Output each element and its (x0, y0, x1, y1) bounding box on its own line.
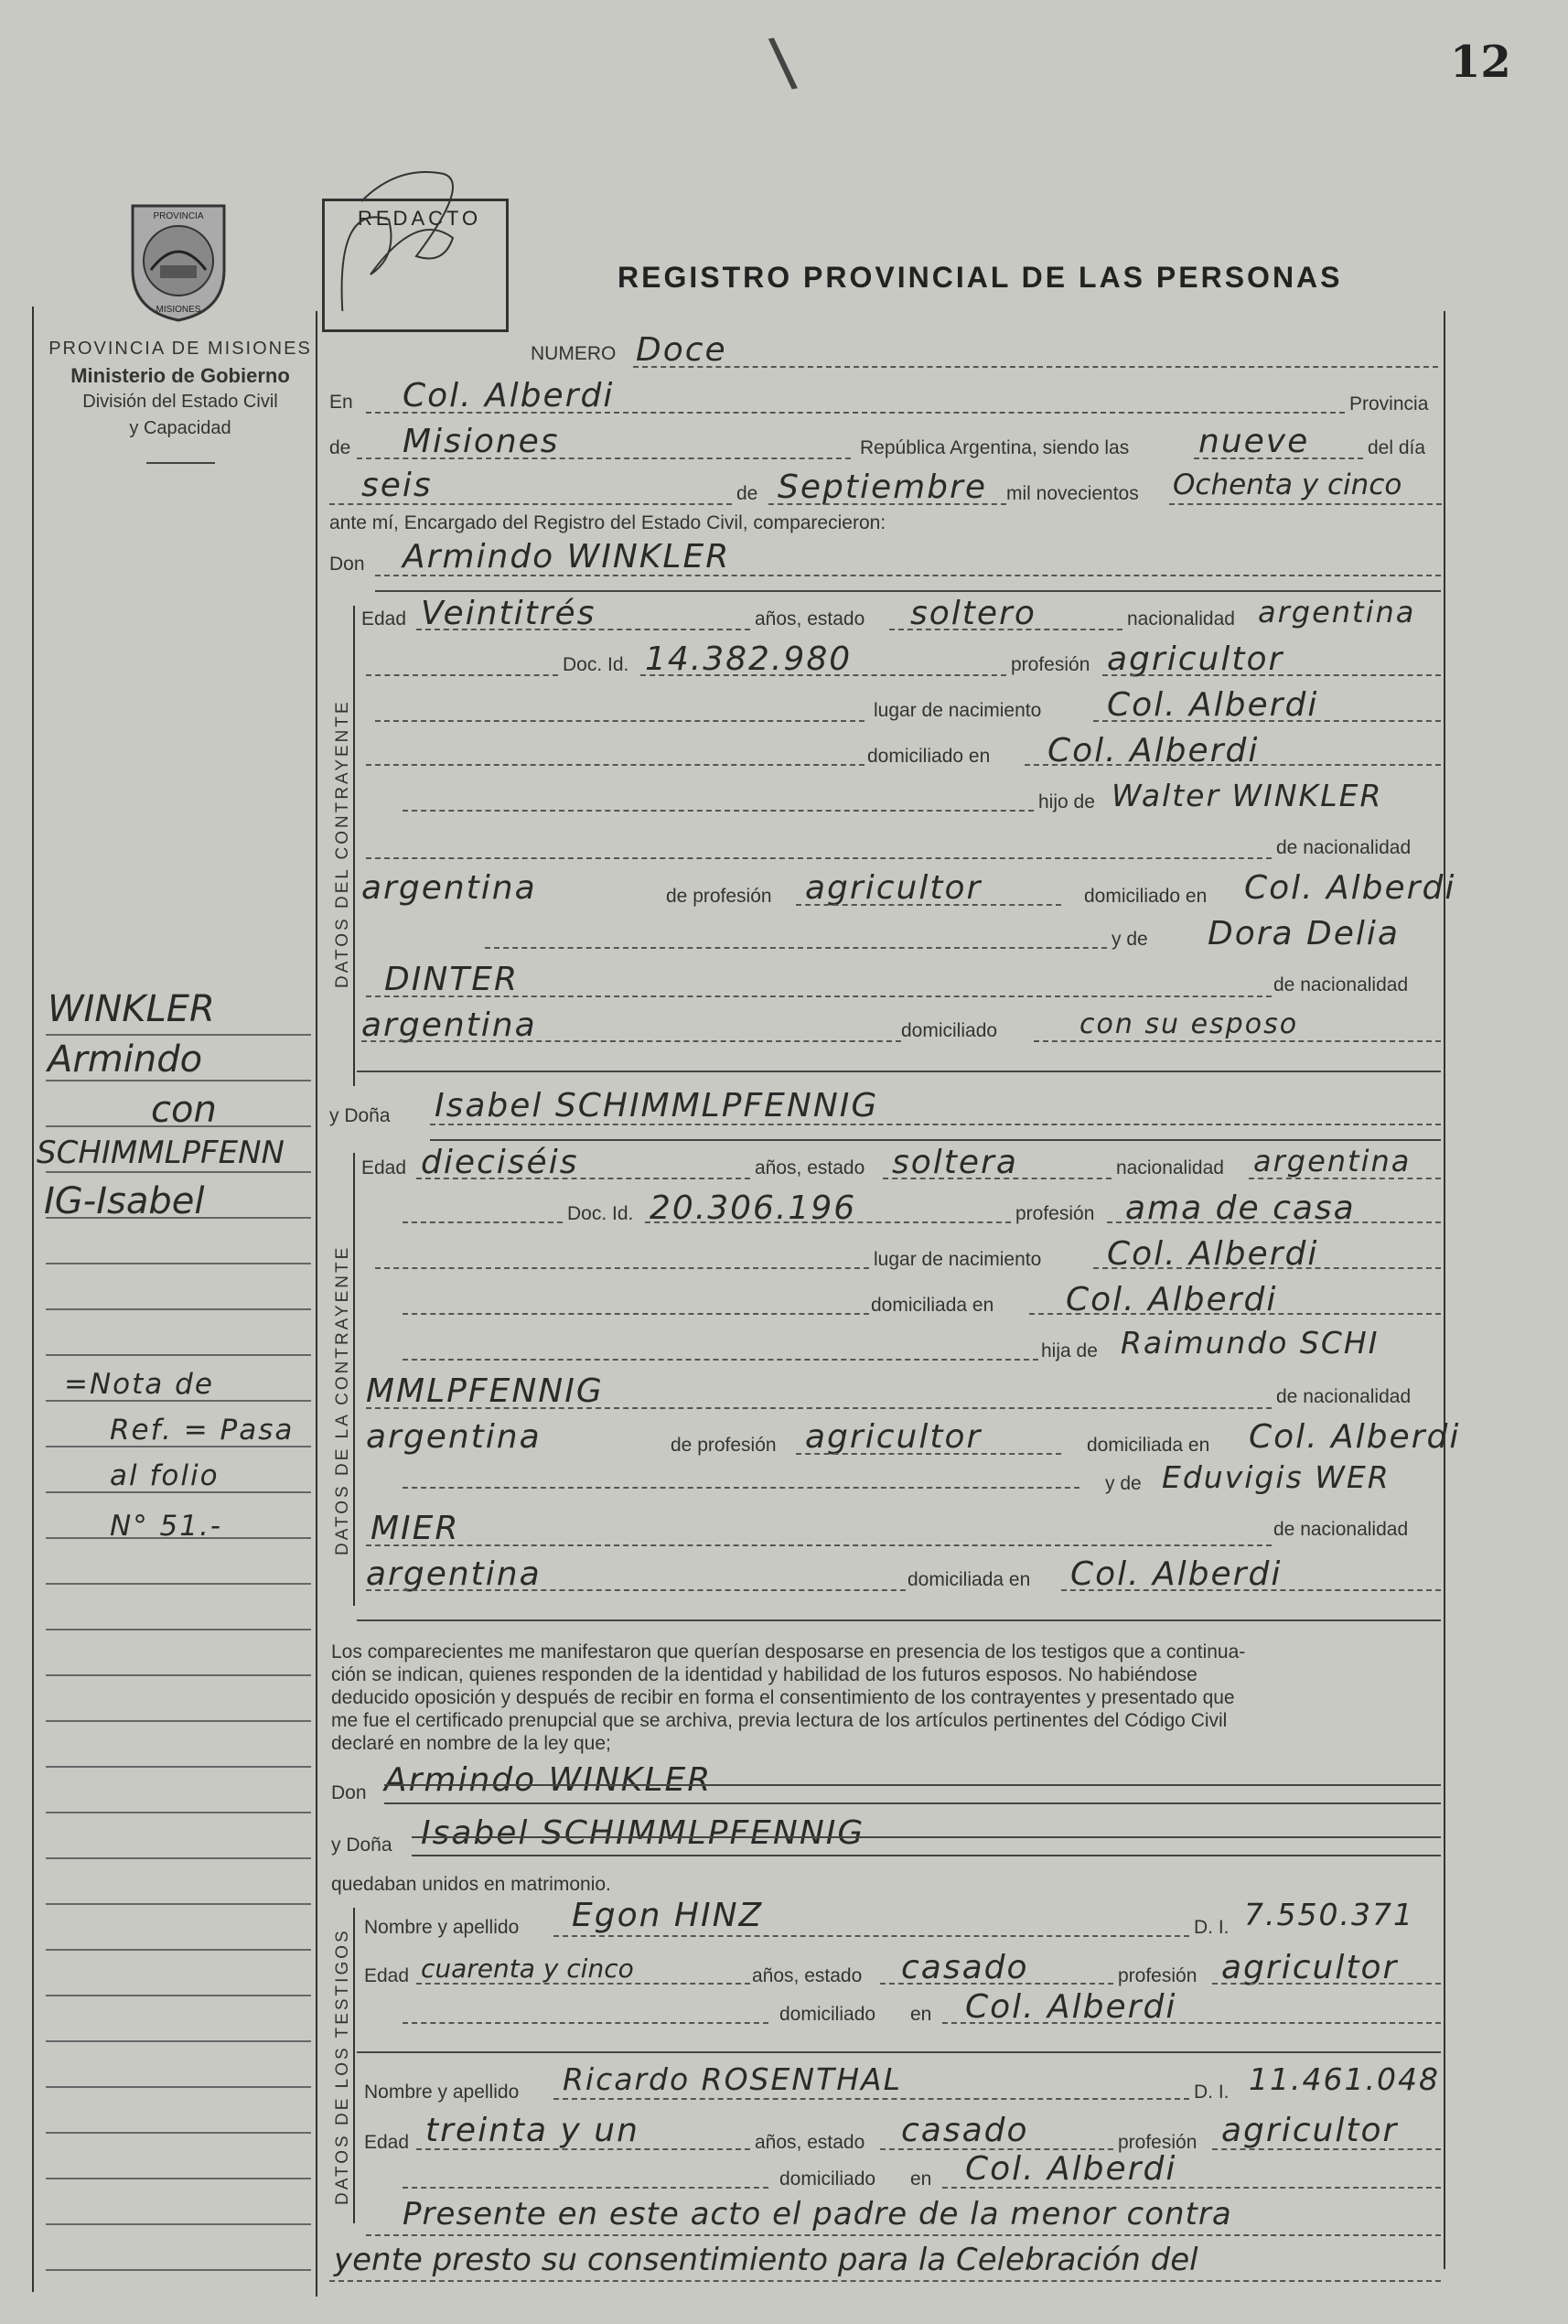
bride-y-de-label: y de (1105, 1473, 1142, 1494)
bride-de-prof-label: de profesión (671, 1435, 777, 1456)
de2-label: de (736, 483, 758, 504)
groom-madre-nac-value: argentina (361, 1006, 537, 1044)
mil-label: mil novecientos (1006, 483, 1139, 504)
tick-mark: \ (766, 22, 800, 107)
bride-nacionalidad-value: argentina (1253, 1144, 1412, 1178)
don-label: Don (329, 554, 365, 575)
decl-dona-label: y Doña (331, 1834, 392, 1856)
decl-don-label: Don (331, 1782, 367, 1803)
bride-domicilio-value: Col. Alberdi (1066, 1281, 1278, 1318)
groom-name: Armindo WINKLER (403, 538, 731, 576)
w1-di-label: D. I. (1194, 1917, 1230, 1938)
w2-di-label: D. I. (1194, 2082, 1230, 2103)
bride-padre-b-value: MMLPFENNIG (366, 1372, 604, 1410)
w1-prof-value: agricultor (1221, 1949, 1399, 1986)
capacity-name: y Capacidad (129, 418, 231, 438)
w2-en-label: en (910, 2168, 932, 2190)
page-number: 12 (1450, 37, 1511, 88)
numero-label: NUMERO (531, 343, 617, 364)
en-label: En (329, 392, 353, 413)
groom-domiciliado2-label: domiciliado (901, 1020, 998, 1041)
decl-don-value: Armindo WINKLER (384, 1761, 713, 1799)
w2-edad-value: treinta y un (425, 2112, 639, 2149)
groom-padre-prof-value: agricultor (805, 869, 983, 907)
margin-con: con (151, 1089, 217, 1131)
bride-madre-nac-value: argentina (366, 1555, 542, 1593)
document-title: REGISTRO PROVINCIAL DE LAS PERSONAS (618, 261, 1343, 294)
groom-domic-label: domiciliado en (1084, 886, 1208, 907)
w1-edad-value: cuarenta y cinco (421, 1953, 634, 1984)
bride-padre-prof-value: agricultor (805, 1418, 983, 1456)
groom-edad-label: Edad (361, 608, 407, 629)
groom-profesion-label: profesión (1011, 654, 1090, 675)
bride-domicilio-label: domiciliada en (871, 1295, 994, 1316)
bride-madre-a-value: Eduvigis WER (1162, 1459, 1391, 1495)
declaration-line-4: me fue el certificado prenupcial que se archiva, previa lectura de los artículos pertinentes del Código Civil (331, 1710, 1228, 1731)
groom-madre-dom-value: con su esposo (1079, 1008, 1299, 1040)
groom-doc-value: 14.382.980 (645, 640, 853, 678)
bride-profesion-value: ama de casa (1125, 1189, 1356, 1227)
margin-note-1: =Nota de (64, 1368, 214, 1401)
w2-name-value: Ricardo ROSENTHAL (563, 2061, 902, 2097)
groom-doc-label: Doc. Id. (563, 654, 629, 675)
groom-madre-a-value: Dora Delia (1208, 915, 1400, 952)
del-dia-label: del día (1368, 437, 1426, 458)
groom-lugar-value: Col. Alberdi (1107, 686, 1319, 724)
groom-de-nac-label: de nacionalidad (1276, 837, 1412, 858)
w1-edad-label: Edad (364, 1965, 410, 1986)
w2-prof-value: agricultor (1221, 2112, 1399, 2149)
declaration-line-1: Los comparecientes me manifestaron que querían desposarse en presencia de los testigos que a continua- (331, 1641, 1246, 1662)
margin-bride-name: IG-Isabel (44, 1180, 205, 1222)
groom-de-prof-label: de profesión (666, 886, 772, 907)
bride-nacionalidad-label: nacionalidad (1116, 1157, 1224, 1178)
w1-estado-label: años, estado (752, 1965, 863, 1986)
stamp-signature-icon (306, 146, 508, 311)
bride-madre-dom-value: Col. Alberdi (1070, 1555, 1283, 1593)
decl-dona-value: Isabel SCHIMMLPFENNIG (421, 1814, 865, 1852)
bride-de-nac2-label: de nacionalidad (1273, 1519, 1409, 1540)
bride-de-nac-label: de nacionalidad (1276, 1386, 1412, 1407)
groom-nacionalidad-value: argentina (1258, 595, 1416, 629)
groom-padre-dom-value: Col. Alberdi (1244, 869, 1456, 907)
de-label: de (329, 437, 351, 458)
groom-hijo-label: hijo de (1038, 791, 1095, 812)
groom-profesion-value: agricultor (1107, 640, 1284, 678)
bride-padre-dom-value: Col. Alberdi (1249, 1418, 1461, 1456)
seal-text-top: PROVINCIA (153, 211, 204, 221)
bride-madre-b-value: MIER (371, 1510, 460, 1547)
margin-note-4: N° 51.- (110, 1510, 223, 1543)
w2-di-value: 11.461.048 (1249, 2061, 1440, 2097)
bride-doc-value: 20.306.196 (650, 1189, 857, 1227)
bride-section-label: DATOS DE LA CONTRAYENTE (333, 1244, 352, 1555)
numero-value: Doce (636, 331, 727, 369)
w1-di-value: 7.550.371 (1244, 1897, 1414, 1932)
groom-edad-value: Veintitrés (421, 595, 596, 632)
margin-groom-surname: WINKLER (48, 988, 215, 1030)
seal-text-bottom: MISIONES (156, 305, 201, 315)
ministry-name: Ministerio de Gobierno (70, 364, 290, 387)
anio-value: Ochenta y cinco (1173, 468, 1402, 501)
groom-padre-value: Walter WINKLER (1112, 778, 1383, 813)
bride-estado-label: años, estado (755, 1157, 865, 1178)
groom-domicilio-label: domiciliado en (867, 746, 991, 767)
bride-hija-label: hija de (1041, 1340, 1098, 1361)
republica-label: República Argentina, siendo las (860, 437, 1130, 458)
w1-name-value: Egon HINZ (572, 1897, 764, 1934)
bottom-note-line-2: yente presto su consentimiento para la Celebración del (334, 2242, 1198, 2278)
groom-y-de-label: y de (1112, 929, 1148, 950)
margin-note-3: al folio (110, 1459, 220, 1492)
bride-edad-label: Edad (361, 1157, 407, 1178)
bride-name: Isabel SCHIMMLPFENNIG (435, 1087, 879, 1124)
bride-domiciliada2-label: domiciliada en (908, 1569, 1031, 1590)
province-seal-icon (124, 197, 233, 325)
groom-domicilio-value: Col. Alberdi (1047, 732, 1260, 769)
w2-estado-value: casado (901, 2112, 1029, 2149)
provincia-label: Provincia (1349, 393, 1429, 414)
division-name: División del Estado Civil (82, 392, 278, 412)
bride-profesion-label: profesión (1015, 1203, 1095, 1224)
w2-dom-value: Col. Alberdi (965, 2150, 1177, 2188)
bride-estado-value: soltera (892, 1144, 1018, 1181)
bride-padre-a-value: Raimundo SCHI (1121, 1325, 1380, 1361)
witnesses-section-label: DATOS DE LOS TESTIGOS (333, 1928, 352, 2205)
groom-padre-nac-value: argentina (361, 869, 537, 907)
groom-de-nac2-label: de nacionalidad (1273, 974, 1409, 995)
margin-bride-surname: SCHIMMLPFENN (37, 1135, 285, 1171)
w2-nombre-label: Nombre y apellido (364, 2082, 520, 2103)
dia-value: seis (361, 467, 433, 504)
province-name: PROVINCIA DE MISIONES (48, 339, 312, 359)
ante-label: ante mí, Encargado del Registro del Estado Civil, comparecieron: (329, 512, 886, 533)
bride-edad-value: dieciséis (421, 1144, 579, 1181)
dona-label: y Doña (329, 1105, 391, 1126)
groom-estado-value: soltero (910, 595, 1036, 632)
en-value: Col. Alberdi (403, 377, 615, 414)
mes-value: Septiembre (778, 468, 987, 506)
stamp-label: REDACTO (358, 207, 482, 230)
w1-estado-value: casado (901, 1949, 1029, 1986)
groom-madre-b-value: DINTER (384, 961, 520, 998)
bride-lugar-label: lugar de nacimiento (874, 1249, 1042, 1270)
hora-value: nueve (1198, 423, 1310, 460)
quedaban-label: quedaban unidos en matrimonio. (331, 1874, 611, 1895)
declaration-line-5: declaré en nombre de la ley que; (331, 1733, 611, 1754)
bride-padre-nac-value: argentina (366, 1418, 542, 1456)
w1-nombre-label: Nombre y apellido (364, 1917, 520, 1938)
w2-domic-label: domiciliado (779, 2168, 876, 2190)
w1-profesion-label: profesión (1118, 1965, 1197, 1986)
w2-profesion-label: profesión (1118, 2132, 1197, 2153)
w1-dom-value: Col. Alberdi (965, 1988, 1177, 2026)
w2-edad-label: Edad (364, 2132, 410, 2153)
groom-nacionalidad-label: nacionalidad (1127, 608, 1235, 629)
groom-section-label: DATOS DEL CONTRAYENTE (333, 699, 352, 988)
declaration-line-2: ción se indican, quienes responden de la identidad y habilidad de los futuros esposos. No habiéndose (331, 1664, 1197, 1685)
margin-groom-name: Armindo (48, 1038, 203, 1081)
bride-doc-label: Doc. Id. (567, 1203, 634, 1224)
w2-estado-label: años, estado (755, 2132, 865, 2153)
bride-domic-label: domiciliada en (1087, 1435, 1210, 1456)
declaration-paragraph (331, 1641, 1447, 1755)
groom-lugar-label: lugar de nacimiento (874, 700, 1042, 721)
bottom-note-line-1: Presente en este acto el padre de la menor contra (403, 2196, 1232, 2233)
margin-note-2: Ref. = Pasa (110, 1414, 295, 1447)
bride-lugar-value: Col. Alberdi (1107, 1235, 1319, 1273)
declaration-line-3: deducido oposición y después de recibir en forma el consentimiento de los contrayentes y presentado que (331, 1687, 1235, 1708)
de-value: Misiones (403, 423, 560, 460)
w1-en-label: en (910, 2004, 932, 2025)
w1-domic-label: domiciliado (779, 2004, 876, 2025)
groom-estado-label: años, estado (755, 608, 865, 629)
redacto-stamp (322, 199, 509, 332)
